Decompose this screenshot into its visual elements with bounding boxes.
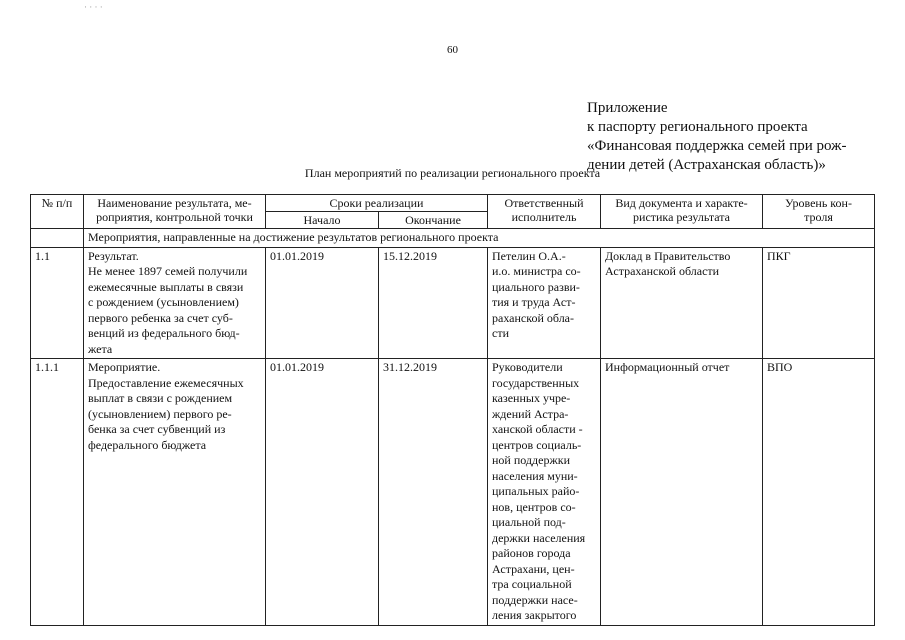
row-name-line: ежемесячные выплаты в связи — [88, 279, 244, 294]
section-label: Мероприятия, направленные на достижение результатов регионального проекта — [84, 229, 875, 248]
header-deadlines: Сроки реализации — [266, 195, 488, 212]
header-level — [763, 195, 875, 229]
row-resp-line: ждений Астра- — [492, 406, 569, 421]
appendix-line: к паспорту регионального проекта — [587, 119, 808, 135]
row-start: 01.01.2019 — [266, 247, 379, 359]
appendix-line: «Финансовая поддержка семей при рож- — [587, 138, 847, 154]
row-num: 1.1 — [31, 247, 84, 359]
row-end: 31.12.2019 — [379, 359, 488, 626]
row-end: 15.12.2019 — [379, 247, 488, 359]
row-name-line: федерального бюджета — [88, 437, 207, 452]
header-num: № п/п — [31, 195, 84, 229]
row-resp-line: ципальных райо- — [492, 484, 580, 498]
row-level: ВПО — [763, 359, 875, 626]
row-name-line: жета — [88, 341, 113, 356]
appendix-line: дении детей (Астраханская область)» — [587, 157, 826, 173]
row-resp-line: ления закрытого — [492, 608, 577, 622]
row-responsible — [488, 247, 601, 359]
row-resp-line: ханской области - — [492, 422, 583, 436]
section-row — [31, 229, 875, 248]
header-line: Уровень кон- — [785, 196, 852, 210]
header-line: исполнитель — [511, 210, 577, 224]
row-resp-line: тия и труда Аст- — [492, 295, 576, 309]
header-line: Ответственный — [504, 196, 584, 210]
row-name-line: Предоставление ежемесячных — [88, 375, 244, 390]
row-document — [601, 247, 763, 359]
row-level: ПКГ — [763, 247, 875, 359]
page-number: 60 — [447, 44, 458, 56]
row-doc-line: Доклад в Правительство — [605, 248, 731, 263]
row-num: 1.1.1 — [31, 359, 84, 626]
row-document — [601, 359, 763, 626]
row-doc-line: Астраханской области — [605, 264, 720, 278]
row-resp-line: циальной под- — [492, 515, 566, 529]
row-doc-line: Информационный отчет — [605, 360, 730, 374]
header-line: Вид документа и характе- — [615, 196, 748, 210]
row-resp-line: Астрахани, цен- — [492, 561, 575, 576]
row-resp-line: держки населения — [492, 530, 586, 545]
header-end: Окончание — [379, 212, 488, 229]
row-name-line: Не менее 1897 семей получили — [88, 264, 248, 278]
row-start: 01.01.2019 — [266, 359, 379, 626]
row-resp-line: нов, центров со- — [492, 499, 576, 514]
row-resp-line: тра социальной — [492, 577, 572, 591]
header-start: Начало — [266, 212, 379, 229]
row-resp-line: раханской обла- — [492, 310, 575, 325]
scan-artifact: · · · · — [84, 2, 103, 12]
row-resp-line: Петелин О.А.- — [492, 248, 566, 263]
row-resp-line: и.о. министра со- — [492, 264, 581, 278]
row-resp-line: Руководители — [492, 360, 563, 374]
header-responsible — [488, 195, 601, 229]
plan-title: План мероприятий по реализации регионального проекта — [304, 166, 601, 180]
row-resp-line: центров социаль- — [492, 437, 582, 452]
row-name-line: с рождением (усыновлением) — [88, 295, 239, 309]
row-name — [84, 359, 266, 626]
header-line: Наименование результата, ме- — [97, 196, 252, 210]
row-name-line: (усыновлением) первого ре- — [88, 406, 232, 421]
row-name-title: Мероприятие. — [88, 360, 161, 374]
row-resp-line: ной поддержки — [492, 453, 570, 467]
appendix-heading — [587, 99, 877, 175]
row-resp-line: казенных учре- — [492, 391, 571, 405]
header-line: роприятия, контрольной точки — [96, 210, 253, 224]
header-name — [84, 195, 266, 229]
header-document — [601, 195, 763, 229]
row-resp-line: циального разви- — [492, 279, 580, 294]
row-responsible — [488, 359, 601, 626]
row-name — [84, 247, 266, 359]
header-line: троля — [804, 210, 833, 224]
row-resp-line: сти — [492, 326, 509, 340]
row-name-line: выплат в связи с рождением — [88, 391, 233, 405]
row-name-line: первого ребенка за счет суб- — [88, 310, 233, 325]
appendix-line: Приложение — [587, 100, 668, 116]
plan-table — [30, 194, 875, 626]
table-row — [31, 359, 875, 626]
row-name-line: венций из федерального бюд- — [88, 326, 240, 340]
row-resp-line: населения муни- — [492, 468, 578, 483]
header-line: ристика результата — [633, 210, 730, 224]
header-row — [31, 195, 875, 212]
row-resp-line: государственных — [492, 375, 580, 390]
row-name-title: Результат. — [88, 248, 139, 263]
table-row — [31, 247, 875, 359]
section-spacer — [31, 229, 84, 248]
row-name-line: бенка за счет субвенций из — [88, 422, 226, 436]
row-resp-line: районов города — [492, 546, 571, 560]
row-resp-line: поддержки насе- — [492, 592, 578, 607]
